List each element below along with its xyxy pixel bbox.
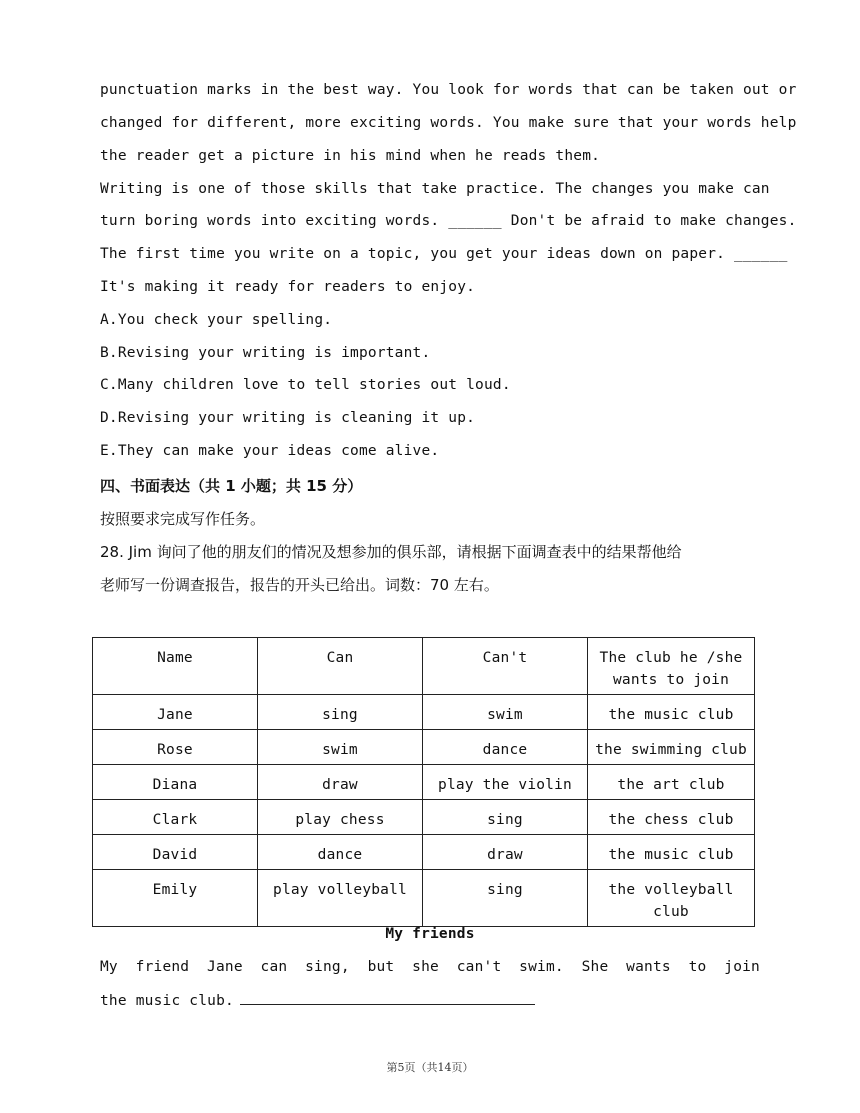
header-cant: Can't bbox=[423, 638, 588, 695]
survey-table bbox=[92, 637, 755, 927]
passage-line: Writing is one of those skills that take practice. The changes you make can bbox=[100, 181, 770, 197]
option-e: E.They can make your ideas come alive. bbox=[100, 443, 440, 459]
report-title: My friends bbox=[385, 926, 475, 942]
option-a: A.You check your spelling. bbox=[100, 312, 333, 328]
table-cell: draw bbox=[258, 765, 423, 800]
report-word: wants bbox=[626, 959, 671, 975]
report-word: My bbox=[100, 959, 118, 975]
table-cell: sing bbox=[258, 695, 423, 730]
report-line-text: the music club. bbox=[100, 993, 234, 1009]
report-word: Jane bbox=[207, 959, 243, 975]
report-word: she bbox=[412, 959, 439, 975]
question-line: 28. Jim 询问了他的朋友们的情况及想参加的俱乐部，请根据下面调查表中的结果帮他给 bbox=[100, 543, 682, 561]
header-club: The club he /she wants to join bbox=[588, 638, 755, 695]
table-cell: Jane bbox=[93, 695, 258, 730]
report-word: sing, bbox=[305, 959, 350, 975]
table-row bbox=[93, 835, 755, 870]
table-cell: swim bbox=[423, 695, 588, 730]
table-cell: draw bbox=[423, 835, 588, 870]
table-cell: the chess club bbox=[588, 800, 755, 835]
report-word: swim. bbox=[519, 959, 564, 975]
header-name: Name bbox=[93, 638, 258, 695]
table-cell: Rose bbox=[93, 730, 258, 765]
table-cell: the music club bbox=[588, 695, 755, 730]
report-word: She bbox=[581, 959, 609, 975]
table-row bbox=[93, 730, 755, 765]
passage-line: The first time you write on a topic, you get your ideas down on paper. ______ bbox=[100, 246, 788, 262]
table-row bbox=[93, 695, 755, 730]
table-cell: Emily bbox=[93, 870, 258, 927]
table-cell: the art club bbox=[588, 765, 755, 800]
table-cell: the swimming club bbox=[588, 730, 755, 765]
table-cell: swim bbox=[258, 730, 423, 765]
table-row bbox=[93, 800, 755, 835]
table-header-row bbox=[93, 638, 755, 695]
report-word: friend bbox=[135, 959, 190, 975]
option-b: B.Revising your writing is important. bbox=[100, 345, 431, 361]
table-cell: dance bbox=[423, 730, 588, 765]
page-footer: 第5页（共14页） bbox=[386, 1061, 474, 1074]
report-word: can't bbox=[456, 959, 502, 975]
table-row bbox=[93, 765, 755, 800]
answer-blank bbox=[240, 991, 535, 1005]
report-line-justified bbox=[100, 959, 760, 975]
table-row bbox=[93, 870, 755, 927]
table-cell: play volleyball bbox=[258, 870, 423, 927]
table-cell: the volleyball club bbox=[588, 870, 755, 927]
passage-line: punctuation marks in the best way. You look for words that can be taken out or bbox=[100, 82, 797, 98]
section-heading: 四、书面表达（共 1 小题；共 15 分） bbox=[100, 477, 363, 495]
table-cell: the music club bbox=[588, 835, 755, 870]
table-cell: play the violin bbox=[423, 765, 588, 800]
table-cell: play chess bbox=[258, 800, 423, 835]
option-d: D.Revising your writing is cleaning it up. bbox=[100, 410, 476, 426]
passage-line: It's making it ready for readers to enjoy. bbox=[100, 279, 476, 295]
table-cell: sing bbox=[423, 870, 588, 927]
question-line: 老师写一份调查报告，报告的开头已给出。词数：70 左右。 bbox=[100, 576, 499, 594]
passage-line: changed for different, more exciting words. You make sure that your words help bbox=[100, 115, 797, 131]
report-word: but bbox=[367, 959, 395, 975]
table-cell: Diana bbox=[93, 765, 258, 800]
passage-line: the reader get a picture in his mind when he reads them. bbox=[100, 148, 601, 164]
report-word: to bbox=[688, 959, 707, 975]
table-cell: Clark bbox=[93, 800, 258, 835]
option-c: C.Many children love to tell stories out loud. bbox=[100, 377, 511, 393]
table-cell: David bbox=[93, 835, 258, 870]
report-word: join bbox=[724, 959, 760, 975]
report-word: can bbox=[260, 959, 288, 975]
section-instruction: 按照要求完成写作任务。 bbox=[100, 510, 266, 528]
report-line bbox=[100, 991, 535, 1009]
header-can: Can bbox=[258, 638, 423, 695]
table-cell: dance bbox=[258, 835, 423, 870]
passage-line: turn boring words into exciting words. ______ Don't be afraid to make changes. bbox=[100, 213, 797, 229]
table-cell: sing bbox=[423, 800, 588, 835]
